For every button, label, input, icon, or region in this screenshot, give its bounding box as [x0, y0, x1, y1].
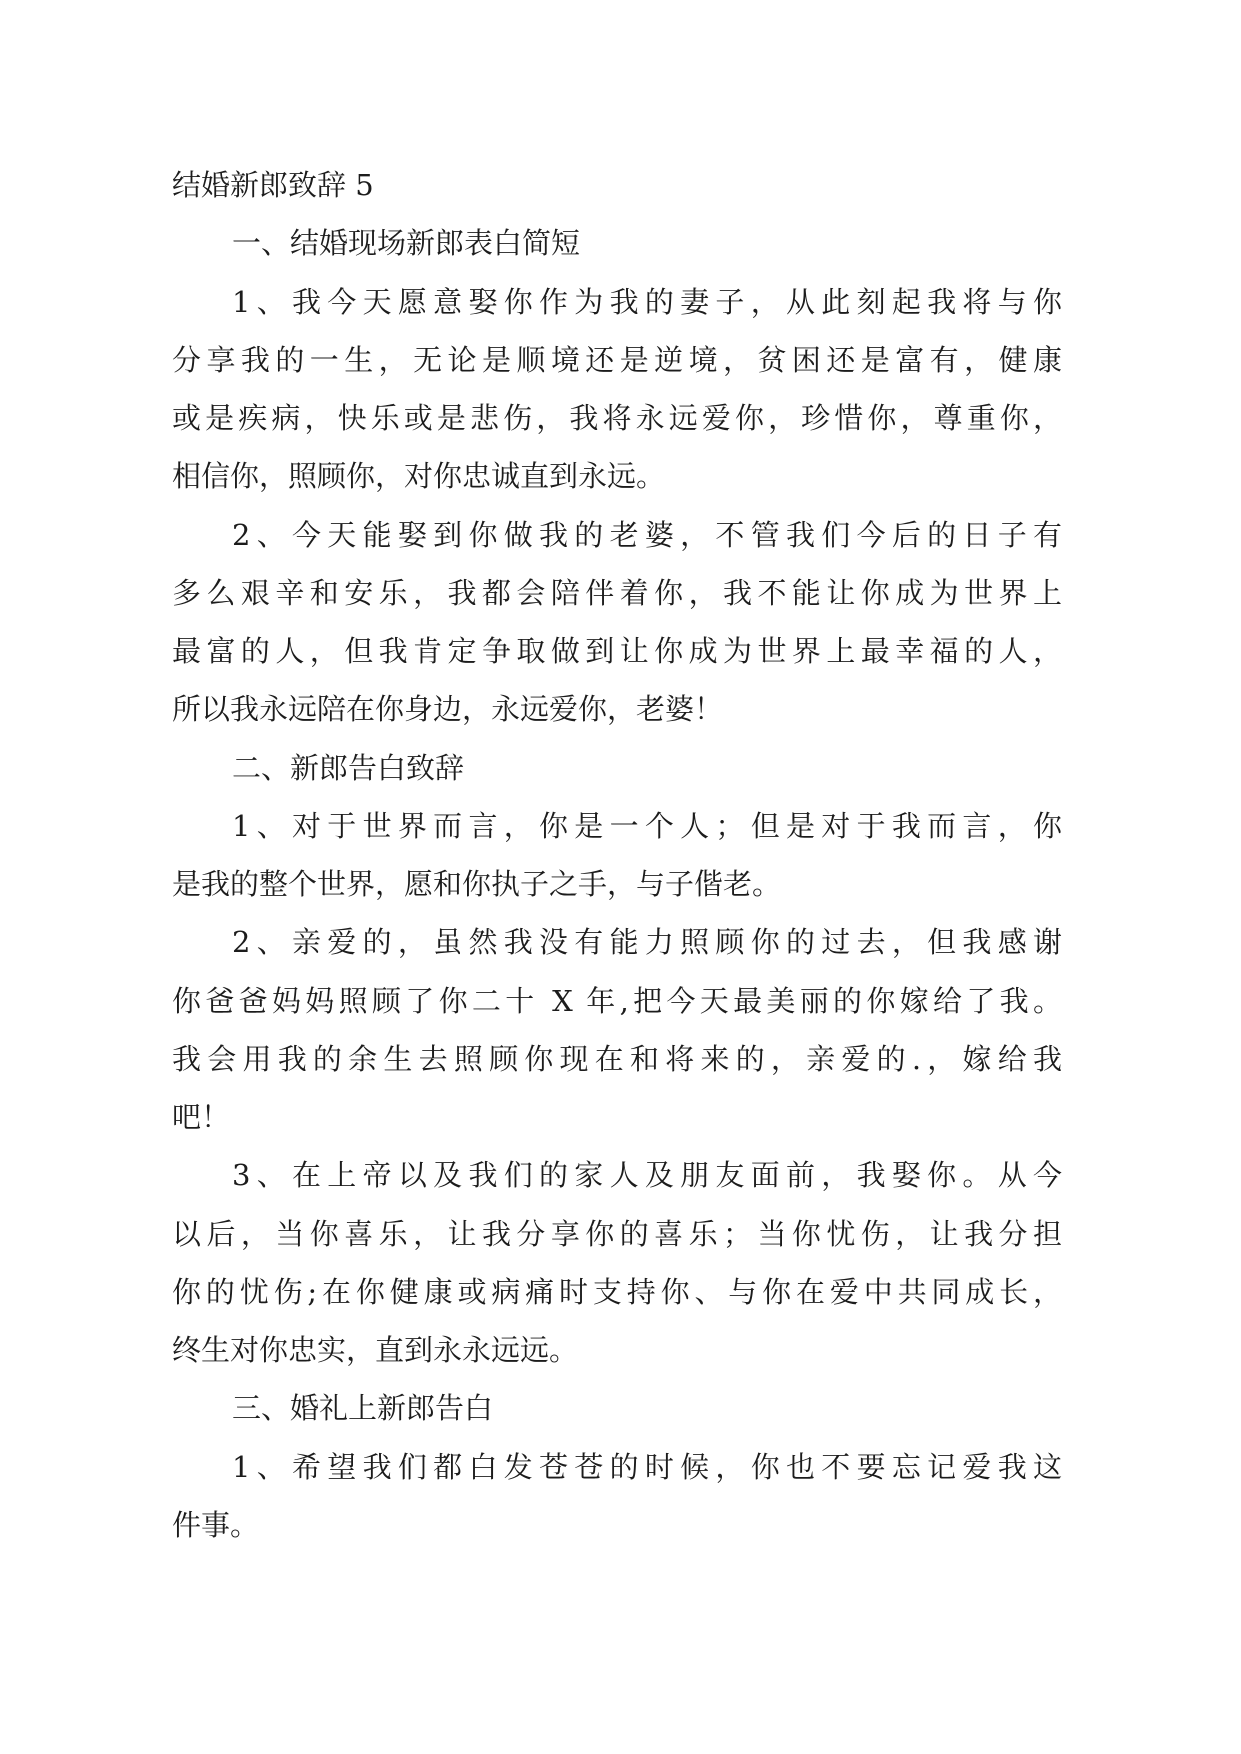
paragraph [172, 1146, 1062, 1379]
paragraph-line: 所以我永远陪在你身边，永远爱你，老婆！ [172, 692, 724, 727]
section-3 [172, 1379, 1062, 1554]
paragraph-line: 以后，当你喜乐，让我分享你的喜乐；当你忧伤，让我分担 [172, 1216, 1062, 1251]
paragraph-line: 相信你，照顾你，对你忠诚直到永远。 [172, 459, 666, 494]
paragraph [172, 797, 1062, 914]
paragraph-line: 终生对你忠实，直到永永远远。 [172, 1333, 579, 1367]
section-heading: 二、新郎告白致辞 [232, 750, 465, 785]
document-body [172, 156, 1062, 1554]
paragraph-line: 分享我的一生，无论是顺境还是逆境，贫困还是富有，健康 [172, 342, 1062, 377]
paragraph-line: 我会用我的余生去照顾你现在和将来的，亲爱的.，嫁给我 [172, 1041, 1062, 1076]
paragraph [172, 1438, 1062, 1555]
paragraph-line: 1、对于世界而言，你是一个人；但是对于我而言，你 [232, 808, 1062, 843]
paragraph-line: 是我的整个世界，愿和你执子之手，与子偕老。 [172, 867, 782, 901]
paragraph [172, 273, 1062, 506]
section-1 [172, 214, 1062, 738]
paragraph [172, 506, 1062, 739]
paragraph-line: 最富的人，但我肯定争取做到让你成为世界上最幸福的人， [172, 634, 1062, 668]
paragraph-line: 1、希望我们都白发苍苍的时候，你也不要忘记爱我这 [232, 1449, 1062, 1484]
paragraph-line: 你爸爸妈妈照顾了你二十 X 年,把今天最美丽的你嫁给了我。 [172, 983, 1062, 1018]
section-heading: 三、婚礼上新郎告白 [232, 1391, 494, 1426]
paragraph-line: 2、亲爱的，虽然我没有能力照顾你的过去，但我感谢 [232, 925, 1062, 960]
paragraph-line: 1、我今天愿意娶你作为我的妻子，从此刻起我将与你 [232, 284, 1062, 319]
paragraph-line: 件事。 [172, 1507, 260, 1542]
paragraph [172, 913, 1062, 1146]
paragraph-line: 或是疾病，快乐或是悲伤，我将永远爱你，珍惜你，尊重你， [172, 401, 1062, 435]
paragraph-line: 2、今天能娶到你做我的老婆，不管我们今后的日子有 [232, 517, 1062, 552]
document-title: 结婚新郎致辞 5 [172, 168, 374, 202]
section-2 [172, 739, 1062, 1380]
paragraph-line: 3、在上帝以及我们的家人及朋友面前，我娶你。从今 [232, 1158, 1062, 1193]
paragraph-line: 你的忧伤;在你健康或病痛时支持你、与你在爱中共同成长， [172, 1274, 1062, 1309]
section-heading: 一、结婚现场新郎表白简短 [232, 226, 581, 261]
paragraph-line: 多么艰辛和安乐，我都会陪伴着你，我不能让你成为世界上 [172, 575, 1062, 610]
paragraph-line: 吧！ [172, 1100, 231, 1134]
